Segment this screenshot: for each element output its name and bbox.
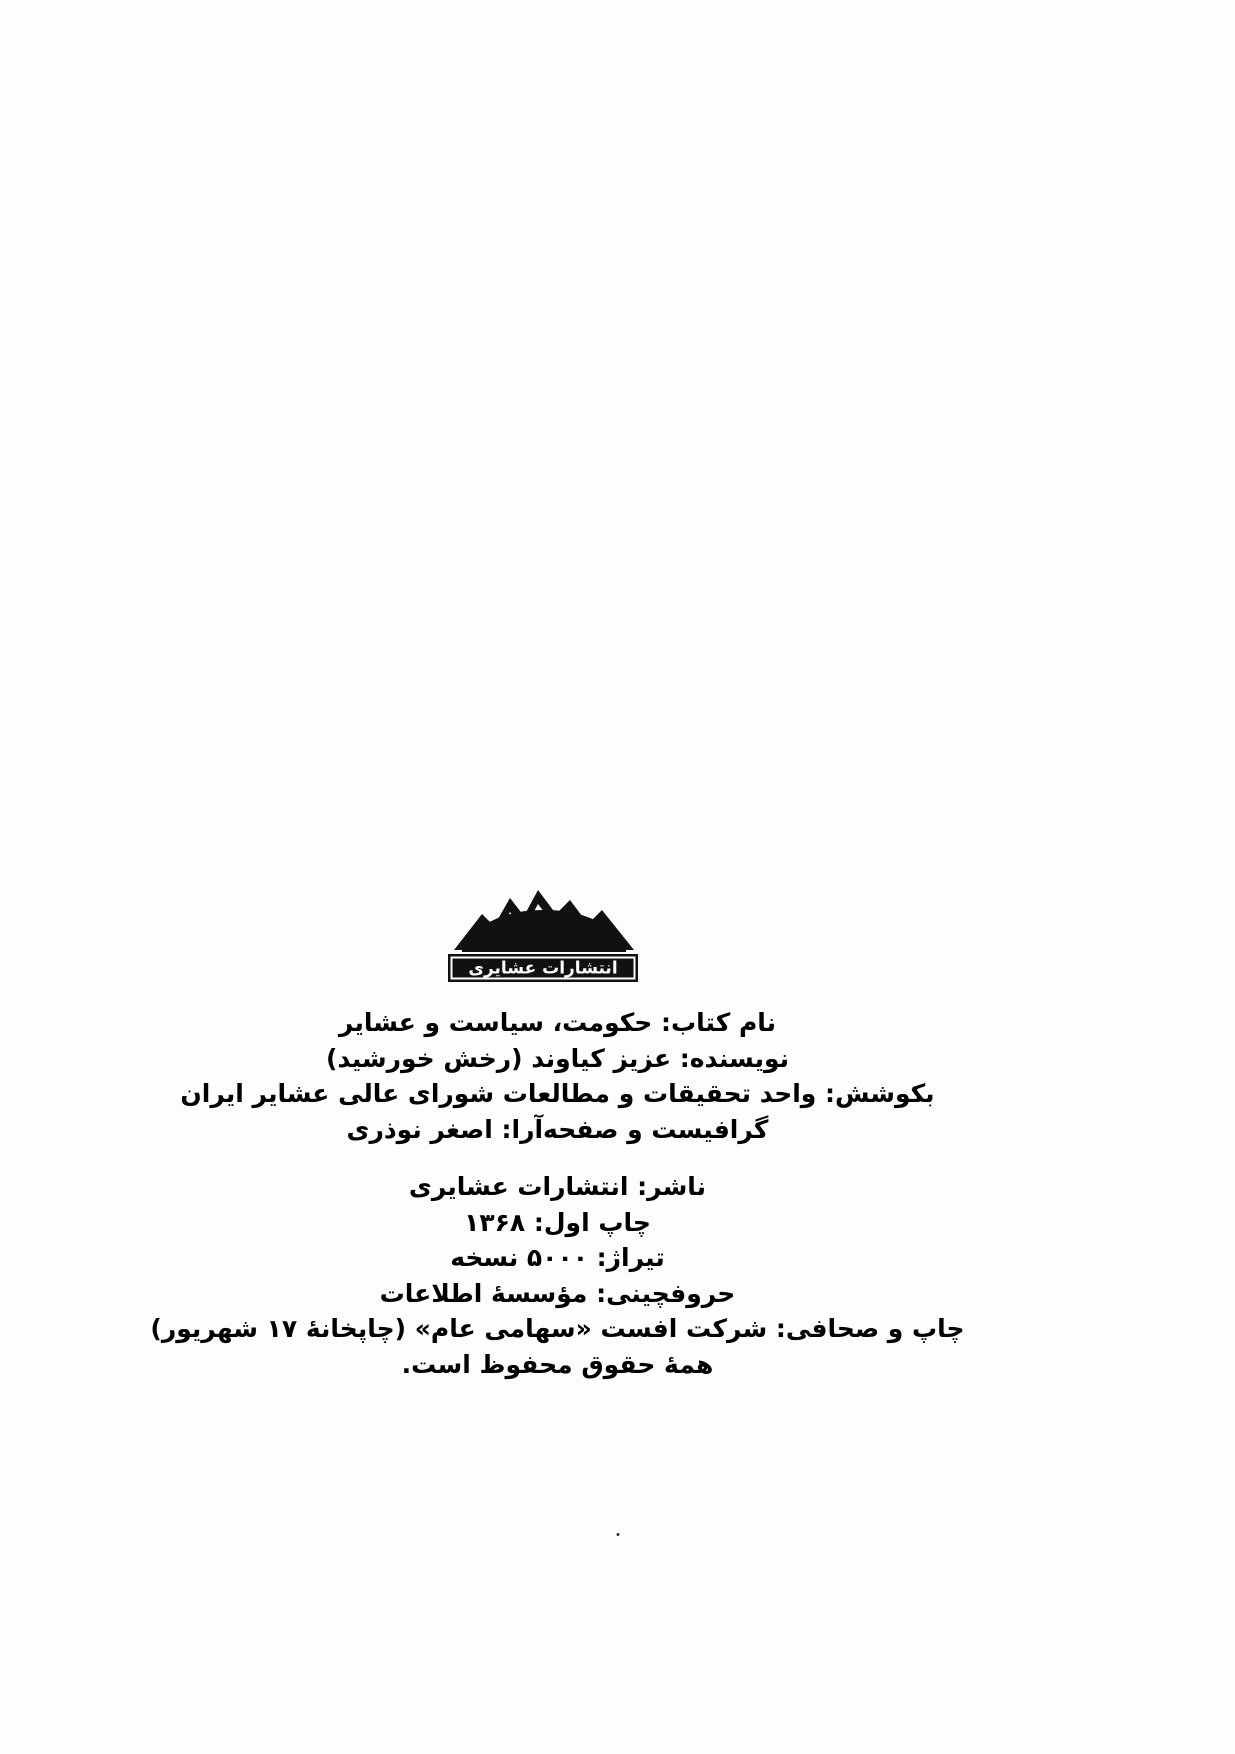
- colophon-line-author: نویسنده: عزیز کیاوند (رخش خورشید): [325, 1043, 790, 1073]
- colophon: [0, 1005, 1235, 1382]
- colophon-line-printing-binding: چاپ و صحافی: شرکت افست «سهامی عام» (چاپخانهٔ ۱۷ شهریور): [150, 1314, 965, 1343]
- colophon-group-book-info: [150, 1005, 964, 1147]
- colophon-line-publisher: ناشر: انتشارات عشایری: [408, 1172, 707, 1201]
- publisher-logo-caption: انتشارات عشایری: [467, 958, 618, 979]
- colophon-line-typesetting: حروفچینی: مؤسسهٔ اطلاعات: [379, 1278, 736, 1308]
- colophon-group-publishing-info: [150, 1169, 964, 1382]
- colophon-line-graphics: گرافیست و صفحه‌آرا: اصغر نوذری: [346, 1114, 769, 1144]
- colophon-line-edition: چاپ اول: ۱۳۶۸: [464, 1207, 651, 1237]
- mountain-tent-logo-icon: [438, 880, 648, 990]
- colophon-line-print-run: تیراژ: ۵۰۰۰ نسخه: [450, 1243, 665, 1272]
- publisher-logo: [438, 880, 648, 990]
- colophon-line-contributors: بکوشش: واحد تحقیقات و مطالعات شورای عالی عشایر ایران: [180, 1079, 935, 1108]
- publisher-logo-block: [0, 880, 1235, 990]
- colophon-line-book-title: نام کتاب: حکومت، سیاست و عشایر: [338, 1008, 777, 1037]
- colophon-line-rights: همهٔ حقوق محفوظ است.: [401, 1349, 714, 1379]
- page-dot-mark: [616, 1533, 619, 1536]
- colophon-spacer: [150, 1147, 964, 1169]
